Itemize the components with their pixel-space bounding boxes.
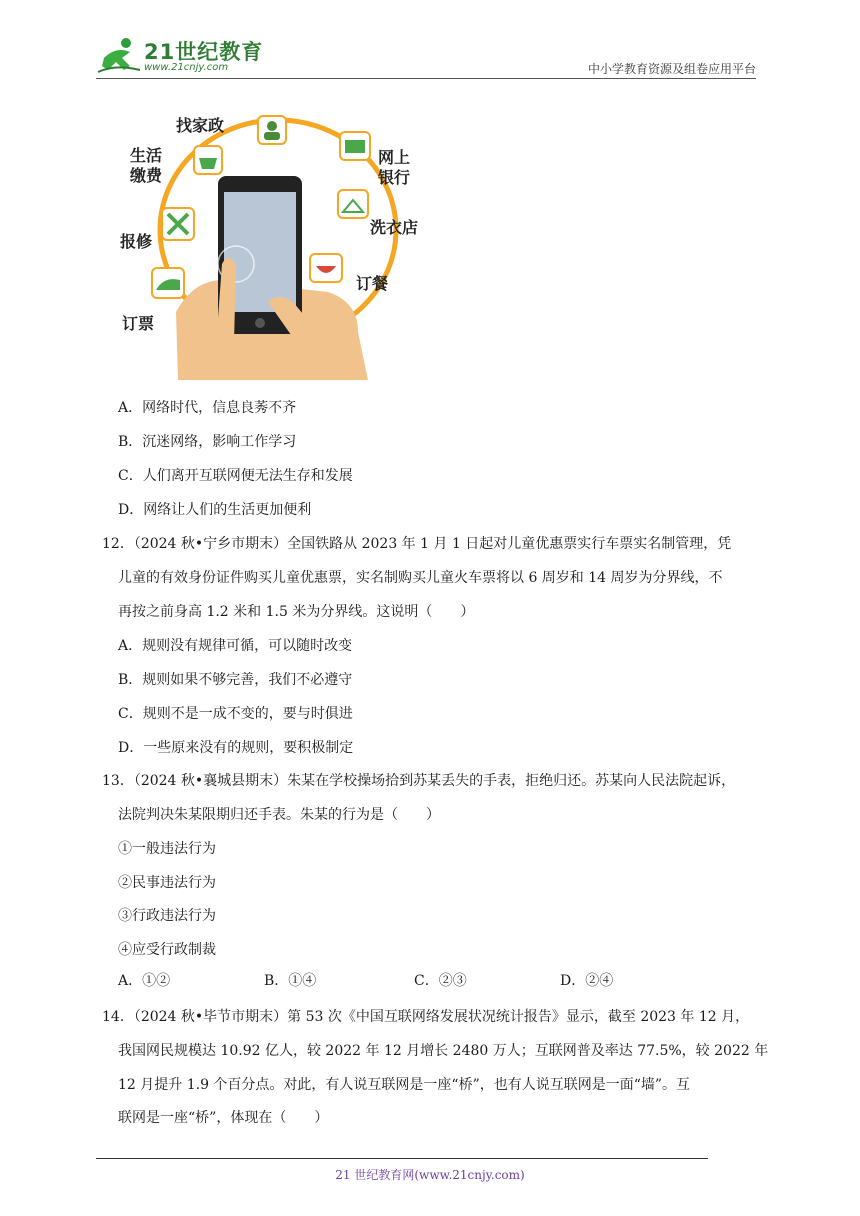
q12-option-b: B．规则如果不够完善，我们不必遵守 xyxy=(118,672,353,688)
tools-icon xyxy=(162,208,194,240)
basket-icon xyxy=(194,146,222,174)
q12-option-c: C．规则不是一成不变的，要与时俱进 xyxy=(118,706,353,722)
q13-option-b: B．①④ xyxy=(264,973,317,989)
q13-item-3: ③行政违法行为 xyxy=(118,908,216,924)
label-laundry: 洗衣店 xyxy=(370,218,419,237)
q11-option-c: C．人们离开互联网便无法生存和发展 xyxy=(118,468,353,484)
q13-item-2: ②民事违法行为 xyxy=(118,875,216,891)
q12-stem-line-3: 再按之前身高 1.2 米和 1.5 米为分界线。这说明（ ） xyxy=(118,604,475,620)
q11-option-d: D．网络让人们的生活更加便利 xyxy=(118,502,312,518)
site-name: 中小学教育资源及组卷应用平台 xyxy=(587,62,756,76)
footer-divider xyxy=(96,1158,708,1159)
page-header xyxy=(0,0,860,82)
q14-stem-line-1: 14．（2024 秋•毕节市期末）第 53 次《中国互联网络发展状况统计报告》显示，截至 2023 年 12 月， xyxy=(102,1009,750,1025)
site-logo xyxy=(96,36,266,78)
q14-stem-line-2: 我国网民规模达 10.92 亿人，较 2022 年 12 月增长 2480 万人；互联网普及率达 77.5%，较 2022 年 xyxy=(118,1043,769,1059)
q11-option-b: B．沉迷网络，影响工作学习 xyxy=(118,434,297,450)
q12-stem-line-1: 12．（2024 秋•宁乡市期末）全国铁路从 2023 年 1 月 1 日起对儿童优惠票实行车票实名制管理，凭 xyxy=(102,536,732,552)
hanger-icon xyxy=(338,190,368,218)
train-icon xyxy=(152,268,184,298)
q12-option-a: A．规则没有规律可循，可以随时改变 xyxy=(118,638,353,654)
q14-stem-line-4: 联网是一座“桥”，体现在（ ） xyxy=(118,1110,329,1126)
person-icon xyxy=(258,116,286,144)
q12-stem-line-2: 儿童的有效身份证件购买儿童优惠票，实名制购买儿童火车票将以 6 周岁和 14 周岁为分界线，不 xyxy=(118,570,723,586)
bank-card-icon xyxy=(340,132,370,160)
bowl-icon xyxy=(310,254,342,282)
q13-option-d: D．②④ xyxy=(560,973,614,989)
label-housekeeping: 找家政 xyxy=(176,116,225,135)
label-utilities-2: 缴费 xyxy=(130,166,163,185)
q13-item-4: ④应受行政制裁 xyxy=(118,942,216,958)
label-food: 订餐 xyxy=(356,274,389,293)
label-repair: 报修 xyxy=(120,232,153,251)
q13-stem-line-2: 法院判决朱某限期归还手表。朱某的行为是（ ） xyxy=(118,807,440,823)
q14-stem-line-3: 12 月提升 1.9 个百分点。对此，有人说互联网是一座“桥”，也有人说互联网是一面“墙”。互 xyxy=(118,1077,691,1093)
q11-option-a: A．网络时代，信息良莠不齐 xyxy=(118,400,297,416)
q13-option-a: A．①② xyxy=(118,973,171,989)
label-banking-2: 银行 xyxy=(378,168,411,187)
logo-url: www.21cnjy.com xyxy=(144,62,229,73)
label-tickets: 订票 xyxy=(122,314,155,333)
label-banking-1: 网上 xyxy=(378,148,411,167)
q12-option-d: D．一些原来没有的规则，要积极制定 xyxy=(118,740,354,756)
footer-link[interactable]: 21 世纪教育网(www.21cnjy.com) xyxy=(335,1168,525,1182)
label-utilities-1: 生活 xyxy=(130,146,163,165)
online-services-illustration xyxy=(118,102,426,380)
q13-stem-line-1: 13．（2024 秋•襄城县期末）朱某在学校操场拾到苏某丢失的手表，拒绝归还。苏某向人民法院起诉， xyxy=(102,773,736,789)
q13-option-c: C．②③ xyxy=(414,973,467,989)
logo-text: 21世纪教育 xyxy=(144,40,264,64)
header-divider xyxy=(96,78,756,79)
q13-item-1: ①一般违法行为 xyxy=(118,841,216,857)
runner-logo-icon xyxy=(96,36,142,76)
